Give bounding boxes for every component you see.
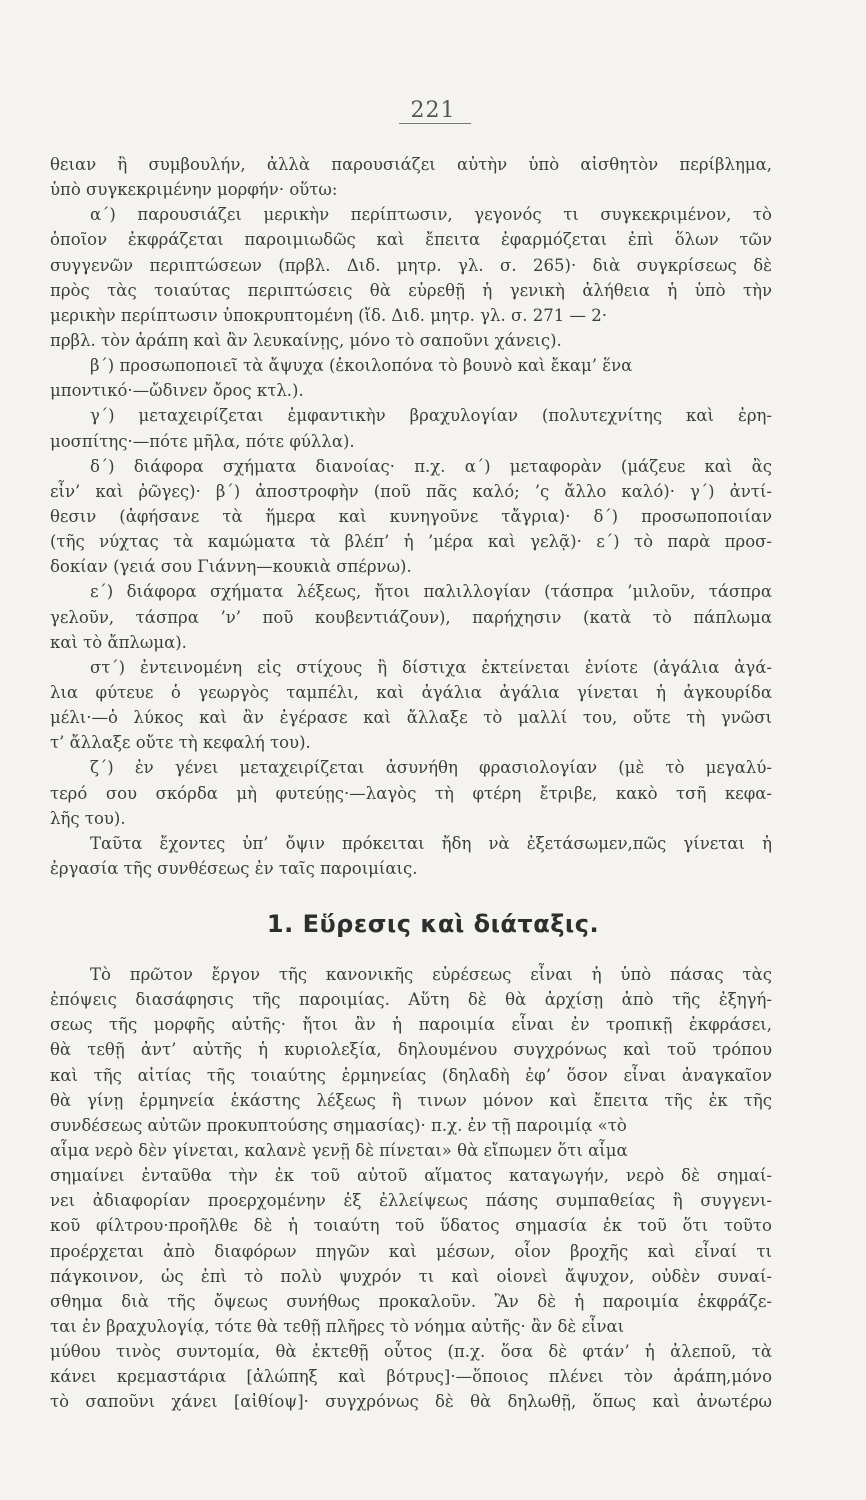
text-line: ἐπόψεις διασάφησις τῆς παροιμίας. Αὕτη δὲ θὰ ἀρχίσῃ ἀπὸ τῆς ἐξηγή- [50, 990, 772, 1010]
text-line: γ΄) μεταχειρίζεται ἐμφαντικὴν βραχυλογίαν (πολυτεχνίτης καὶ ἐρη- [90, 406, 772, 426]
text-line: Ταῦτα ἔχοντες ὑπ’ ὄψιν πρόκειται ἤδη νὰ ἐξετάσωμεν,πῶς γίνεται ἡ [90, 833, 772, 853]
text-line: θὰ τεθῇ ἀντ’ αὐτῆς ἡ κυριολεξία, δηλουμένου συγχρόνως καὶ τοῦ τρόπου [50, 1040, 772, 1060]
text-line: κάνει κρεμαστάρια [ἀλώπηξ καὶ βότρυς]·—ὅποιος πλένει τὸν ἀράπη,μόνο [50, 1367, 772, 1387]
text-line: θειαν ἢ συμβουλήν, ἀλλὰ παρουσιάζει αὐτὴν ὑπὸ αἰσθητὸν περίβλημα, [50, 155, 772, 174]
section-heading: 1. Εὕρεσις καὶ διάταξις. [266, 910, 600, 938]
text-line: μποντικό·—ὤδινεν ὄρος κτλ.). [50, 381, 304, 401]
text-line: προέρχεται ἀπὸ διαφόρων πηγῶν καὶ μέσων, οἷον βροχῆς καὶ εἶναί τι [50, 1241, 772, 1261]
text-line: λῆς του). [50, 808, 126, 828]
text-line: καὶ τῆς αἰτίας τῆς τοιαύτης ἑρμηνείας (δηλαδὴ ἐφ’ ὅσον εἶναι ἀναγκαῖον [50, 1065, 772, 1085]
text-line: λια φύτευε ὁ γεωργὸς ταμπέλι, καὶ ἀγάλια ἀγάλια γίνεται ἡ ἀγκουρίδα [50, 682, 772, 702]
text-line: σημαίνει ἐνταῦθα τὴν ἐκ τοῦ αὐτοῦ αἵματος καταγωγήν, νερὸ δὲ σημαί- [50, 1166, 772, 1186]
text-line: μύθου τινὸς συντομία, θὰ ἐκτεθῇ οὗτος (π.χ. ὅσα δὲ φτάν’ ἡ ἀλεποῦ, τὰ [50, 1342, 772, 1362]
text-line: τ’ ἄλλαξε οὔτε τὴ κεφαλή του). [50, 733, 311, 753]
text-line: μοσπίτης·—πότε μῆλα, πότε φύλλα). [50, 431, 355, 451]
text-line: θεσιν (ἀφήσανε τὰ ἥμερα καὶ κυνηγοῦνε τἄγρια)· δ΄) προσωποποιίαν [50, 506, 772, 526]
text-line: πάγκοινον, ὡς ἐπὶ τὸ πολὺ ψυχρόν τι καὶ οἱονεὶ ἄψυχον, οὐδὲν συναί- [50, 1266, 772, 1286]
body-text-block-1 [50, 152, 772, 881]
text-line: δ΄) διάφορα σχήματα διανοίας· π.χ. α΄) μεταφορὰν (μάζευε καὶ ἂς [90, 456, 772, 476]
text-line: μέλι·—ὁ λύκος καὶ ἂν ἐγέρασε καὶ ἄλλαξε τὸ μαλλί του, οὔτε τὴ γνῶσι [50, 708, 772, 728]
text-line: ἐργασία τῆς συνθέσεως ἐν ταῖς παροιμίαις. [50, 858, 418, 878]
page-number-rule [399, 123, 471, 124]
text-line: ὑπὸ συγκεκριμένην μορφήν· οὕτω: [50, 180, 338, 200]
text-line: μερικὴν περίπτωσιν ὑποκρυπτομένη (ἴδ. Διδ. μητρ. γλ. σ. 271 — 2· [50, 305, 607, 325]
text-line: συνδέσεως αὐτῶν προκυπτούσης σημασίας)· π.χ. ἐν τῇ παροιμίᾳ «τὸ [50, 1115, 627, 1135]
text-line: καὶ τὸ ἄπλωμα). [50, 632, 187, 652]
text-line: κοῦ φίλτρου·προῆλθε δὲ ἡ τοιαύτη τοῦ ὕδατος σημασία ἐκ τοῦ ὅτι τοῦτο [50, 1216, 772, 1236]
text-line: αἷμα νερὸ δὲν γίνεται, καλανὲ γενῇ δὲ πίνεται» θὰ εἴπωμεν ὅτι αἷμα [50, 1140, 628, 1160]
text-line: β΄) προσωποποιεῖ τὰ ἄψυχα (ἐκοιλοπόνα τὸ βουνὸ καὶ ἔκαμ’ ἕνα [90, 356, 633, 376]
text-line: τερό σου σκόρδα μὴ φυτεύῃς·—λαγὸς τὴ φτέρη ἔτριβε, κακὸ τσῆ κεφα- [50, 783, 772, 803]
page-number: 221 [410, 98, 456, 123]
text-line: συγγενῶν περιπτώσεων (πρβλ. Διδ. μητρ. γλ. σ. 265)· διὰ συγκρίσεως δὲ [50, 255, 772, 275]
text-line: δοκίαν (γειά σου Γιάννη—κουκιὰ σπέρνω). [50, 557, 412, 577]
text-line: σεως τῆς μορφῆς αὐτῆς· ἤτοι ἂν ἡ παροιμία εἶναι ἐν τροπικῇ ἐκφράσει, [50, 1015, 772, 1035]
text-line: ὁποῖον ἐκφράζεται παροιμιωδῶς καὶ ἔπειτα ἐφαρμόζεται ἐπὶ ὅλων τῶν [50, 230, 772, 250]
text-line: πρὸς τὰς τοιαύτας περιπτώσεις θὰ εὑρεθῇ ἡ γενικὴ ἀλήθεια ἡ ὑπὸ τὴν [50, 280, 772, 300]
text-line: θὰ γίνῃ ἑρμηνεία ἑκάστης λέξεως ἢ τινων μόνον καὶ ἔπειτα τῆς ἐκ τῆς [50, 1090, 772, 1110]
text-line: ε΄) διάφορα σχήματα λέξεως, ἤτοι παλιλλογίαν (τάσπρα ’μιλοῦν, τάσπρα [90, 582, 772, 602]
body-text-block-2 [50, 962, 772, 1415]
text-line: (τῆς νύχτας τὰ καμώματα τὰ βλέπ’ ἡ ’μέρα καὶ γελᾷ)· ε΄) τὸ παρὰ προσ- [50, 532, 772, 552]
text-line: στ΄) ἐντεινομένη εἰς στίχους ἢ δίστιχα ἐκτείνεται ἐνίοτε (ἀγάλια ἀγά- [90, 657, 772, 677]
text-line: α΄) παρουσιάζει μερικὴν περίπτωσιν, γεγονός τι συγκεκριμένον, τὸ [90, 205, 772, 225]
text-line: εἶν’ καὶ ῥῶγες)· β΄) ἀποστροφὴν (ποῦ πᾶς καλό; ’ς ἄλλο καλό)· γ΄) ἀντί- [50, 481, 772, 501]
text-line: σθημα διὰ τῆς ὄψεως συνήθως προκαλοῦν. Ἂν δὲ ἡ παροιμία ἐκφράζε- [50, 1291, 772, 1311]
text-line: ται ἐν βραχυλογίᾳ, τότε θὰ τεθῇ πλῆρες τὸ νόημα αὐτῆς· ἂν δὲ εἶναι [50, 1316, 625, 1336]
text-line: ζ΄) ἐν γένει μεταχειρίζεται ἀσυνήθη φρασιολογίαν (μὲ τὸ μεγαλύ- [90, 758, 772, 778]
text-line: πρβλ. τὸν ἀράπη καὶ ἂν λευκαίνῃς, μόνο τὸ σαποῦνι χάνεις). [50, 330, 562, 350]
text-line: γελοῦν, τάσπρα ’ν’ ποῦ κουβεντιάζουν), παρήχησιν (κατὰ τὸ πάπλωμα [50, 607, 772, 627]
text-line: τὸ σαποῦνι χάνει [αἰθίοψ]· συγχρόνως δὲ θὰ δηλωθῇ, ὅπως καὶ ἀνωτέρω [50, 1392, 772, 1412]
text-line: νει ἀδιαφορίαν προερχομένην ἐξ ἐλλείψεως πάσης συμπαθείας ἢ συγγενι- [50, 1191, 772, 1211]
text-line: Τὸ πρῶτον ἔργον τῆς κανονικῆς εὑρέσεως εἶναι ἡ ὑπὸ πάσας τὰς [90, 965, 772, 984]
